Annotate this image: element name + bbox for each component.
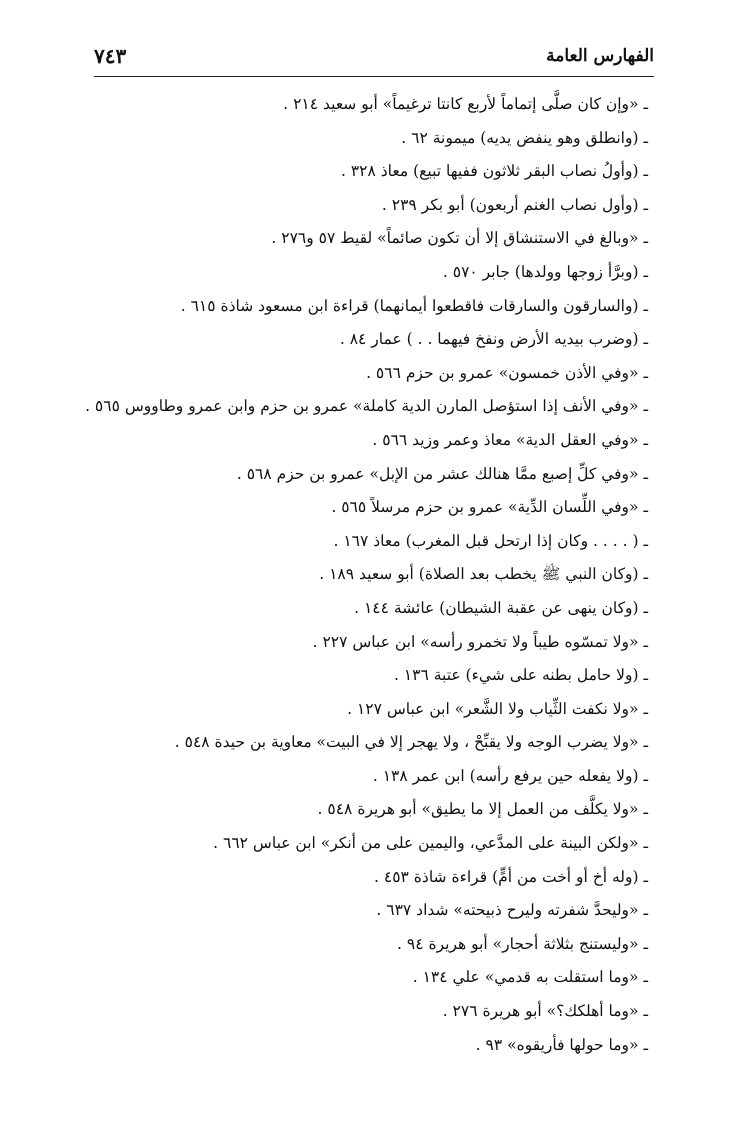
entry-text: ـ «وما حولها فأريقوه» ٩٣ . [475, 1035, 648, 1054]
index-entry [58, 189, 648, 223]
entry-text: ـ «ولا يكلَّف من العمل إلا ما يطيق» أبو هريرة ٥٤٨ . [317, 800, 648, 819]
entry-text: ـ (وضرب بيديه الأرض ونفخ فيهما . . ) عمار ٨٤ . [339, 330, 648, 349]
index-entry [58, 88, 648, 122]
entry-text: ـ «وما استقلت به قدمي» علي ١٣٤ . [412, 968, 648, 987]
entry-text: ـ (وانطلق وهو ينفض يديه) ميمونة ٦٢ . [401, 128, 648, 147]
index-entry [58, 424, 648, 458]
index-entry [58, 928, 648, 962]
index-entry-list [58, 88, 648, 1062]
index-entry [58, 290, 648, 324]
index-entry [58, 592, 648, 626]
entry-text: ـ (وكان النبي ﷺ يخطب بعد الصلاة) أبو سعيد ١٨٩ . [319, 565, 648, 584]
index-entry [58, 458, 648, 492]
entry-text: ـ (وأولُ نصاب البقر ثلاثون ففيها تبيع) معاذ ٣٢٨ . [341, 162, 648, 181]
index-entry [58, 894, 648, 928]
entry-text: ـ (وبرَّأ زوجها وولدها) جابر ٥٧٠ . [442, 262, 648, 281]
index-entry [58, 122, 648, 156]
index-entry [58, 491, 648, 525]
entry-text: ـ (ولا حامل بطنه على شيء) عتبة ١٣٦ . [393, 666, 648, 685]
index-entry [58, 995, 648, 1029]
entry-text: ـ «وفي الأنف إذا استؤصل المارن الدية كاملة» عمرو بن حزم وابن عمرو وطاووس ٥٦٥ . [85, 397, 648, 416]
index-entry [58, 626, 648, 660]
index-entry [58, 1029, 648, 1063]
running-head-title: الفهارس العامة [546, 46, 654, 66]
index-entry [58, 961, 648, 995]
index-entry [58, 861, 648, 895]
entry-text: ـ «وما أهلكك؟» أبو هريرة ٢٧٦ . [442, 1002, 648, 1021]
entry-text: ـ «ولا نكفت الثِّياب ولا الشَّعر» ابن عباس ١٢٧ . [347, 699, 648, 718]
entry-text: ـ (وكان ينهى عن عقبة الشيطان) عائشة ١٤٤ . [354, 598, 648, 617]
index-entry [58, 760, 648, 794]
index-entry [58, 726, 648, 760]
index-entry [58, 793, 648, 827]
entry-text: ـ «وإن كان صلَّى إتماماً لأربع كانتا ترغيماً» أبو سعيد ٢١٤ . [283, 95, 648, 113]
entry-text: ـ «وليستنج بثلاثة أحجار» أبو هريرة ٩٤ . [397, 934, 648, 953]
index-entry [58, 357, 648, 391]
entry-text: ـ ( . . . . وكان إذا ارتحل قبل المغرب) معاذ ١٦٧ . [333, 531, 648, 550]
index-entry [58, 693, 648, 727]
page-header [94, 40, 654, 77]
entry-text: ـ (وله أخ أو أخت من أمٍّ) قراءة شاذة ٤٥٣ . [374, 867, 648, 886]
index-entry [58, 558, 648, 592]
entry-text: ـ (وأول نصاب الغنم أربعون) أبو بكر ٢٣٩ . [381, 195, 648, 214]
entry-text: ـ (ولا يفعله حين يرفع رأسه) ابن عمر ١٣٨ . [372, 766, 648, 785]
index-entry [58, 155, 648, 189]
entry-text: ـ «وفي اللِّسان الدِّية» عمرو بن حزم مرسلاً ٥٦٥ . [331, 498, 648, 517]
index-entry [58, 827, 648, 861]
entry-text: ـ «ولا تمسّوه طيباً ولا تخمرو رأسه» ابن عباس ٢٢٧ . [312, 632, 648, 651]
index-entry [58, 390, 648, 424]
entry-text: ـ «وفي كلِّ إصبع ممَّا هنالك عشر من الإبل» عمرو بن حزم ٥٦٨ . [236, 464, 648, 483]
entry-text: ـ «وليحدَّ شفرته وليرح ذبيحته» شداد ٦٣٧ . [376, 901, 648, 920]
entry-text: ـ «ولكن البينة على المدَّعي، واليمين على من أنكر» ابن عباس ٦٦٢ . [213, 834, 648, 853]
entry-text: ـ «وبالغ في الاستنشاق إلا أن تكون صائماً» لقيط ٥٧ و٢٧٦ . [271, 229, 648, 248]
entry-text: ـ «ولا يضرب الوجه ولا يقبِّحْ ، ولا يهجر إلا في البيت» معاوية بن حيدة ٥٤٨ . [174, 733, 648, 752]
entry-text: ـ «وفي الأذن خمسون» عمرو بن حزم ٥٦٦ . [366, 363, 648, 382]
page-number: ٧٤٣ [94, 44, 127, 68]
entry-text: ـ (والسارقون والسارقات فاقطعوا أيمانهما) قراءة ابن مسعود شاذة ٦١٥ . [180, 296, 648, 315]
entry-text: ـ «وفي العقل الدية» معاذ وعمر وزيد ٥٦٦ . [372, 430, 648, 449]
index-entry [58, 525, 648, 559]
index-entry [58, 222, 648, 256]
index-entry [58, 256, 648, 290]
index-entry [58, 323, 648, 357]
index-entry [58, 659, 648, 693]
